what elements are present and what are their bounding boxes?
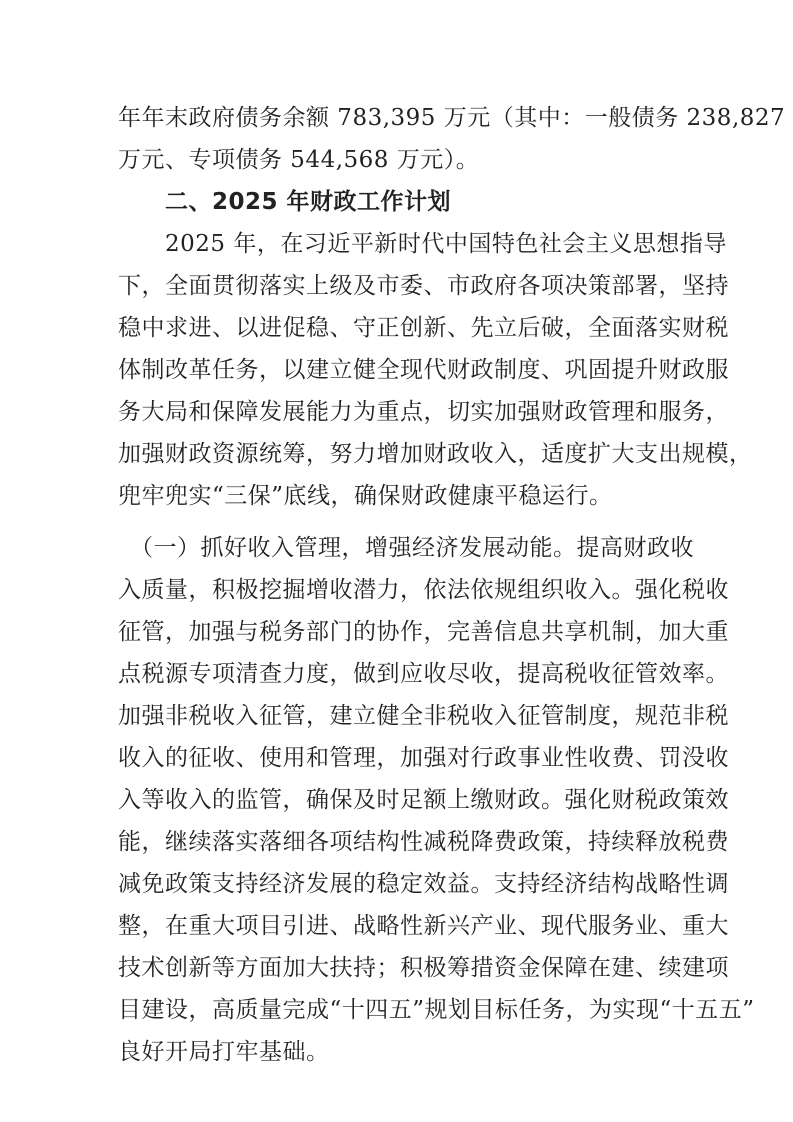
text-line: 减免政策支持经济发展的稳定效益。支持经济结构战略性调 bbox=[118, 871, 729, 897]
text-line: 技术创新等方面加大扶持；积极筹措资金保障在建、续建项 bbox=[118, 955, 729, 981]
text-line: （一）抓好收入管理，增强经济发展动能。提高财政收 bbox=[118, 535, 694, 561]
text-line: 点税源专项清查力度，做到应收尽收，提高税收征管效率。 bbox=[118, 661, 729, 687]
text-line: 年年末政府债务余额 783,395 万元（其中：一般债务 238,827 bbox=[118, 105, 786, 131]
text-line: 整，在重大项目引进、战略性新兴产业、现代服务业、重大 bbox=[118, 913, 729, 939]
text-line: 务大局和保障发展能力为重点，切实加强财政管理和服务， bbox=[118, 399, 729, 425]
text-line: 兜牢兜实“三保”底线，确保财政健康平稳运行。 bbox=[118, 483, 613, 509]
section-heading: 二、2025 年财政工作计划 bbox=[118, 189, 452, 215]
text-line: 收入的征收、使用和管理，加强对行政事业性收费、罚没收 bbox=[118, 745, 729, 771]
text-line: 能，继续落实落细各项结构性减税降费政策，持续释放税费 bbox=[118, 829, 729, 855]
text-line: 2025 年，在习近平新时代中国特色社会主义思想指导 bbox=[118, 231, 727, 257]
text-line: 入质量，积极挖掘增收潜力，依法依规组织收入。强化税收 bbox=[118, 577, 729, 603]
text-line: 入等收入的监管，确保及时足额上缴财政。强化财税政策效 bbox=[118, 787, 729, 813]
text-line: 征管，加强与税务部门的协作，完善信息共享机制，加大重 bbox=[118, 619, 729, 645]
text-line: 加强财政资源统筹，努力增加财政收入，适度扩大支出规模， bbox=[118, 441, 753, 467]
text-line: 加强非税收入征管，建立健全非税收入征管制度，规范非税 bbox=[118, 703, 729, 729]
text-line: 良好开局打牢基础。 bbox=[118, 1039, 330, 1065]
text-line: 目建设，高质量完成“十四五”规划目标任务，为实现“十五五” bbox=[118, 997, 755, 1023]
text-line: 体制改革任务，以建立健全现代财政制度、巩固提升财政服 bbox=[118, 357, 729, 383]
text-line: 万元、专项债务 544,568 万元）。 bbox=[118, 147, 480, 173]
text-line: 下，全面贯彻落实上级及市委、市政府各项决策部署，坚持 bbox=[118, 273, 729, 299]
text-line: 稳中求进、以进促稳、守正创新、先立后破，全面落实财税 bbox=[118, 315, 729, 341]
